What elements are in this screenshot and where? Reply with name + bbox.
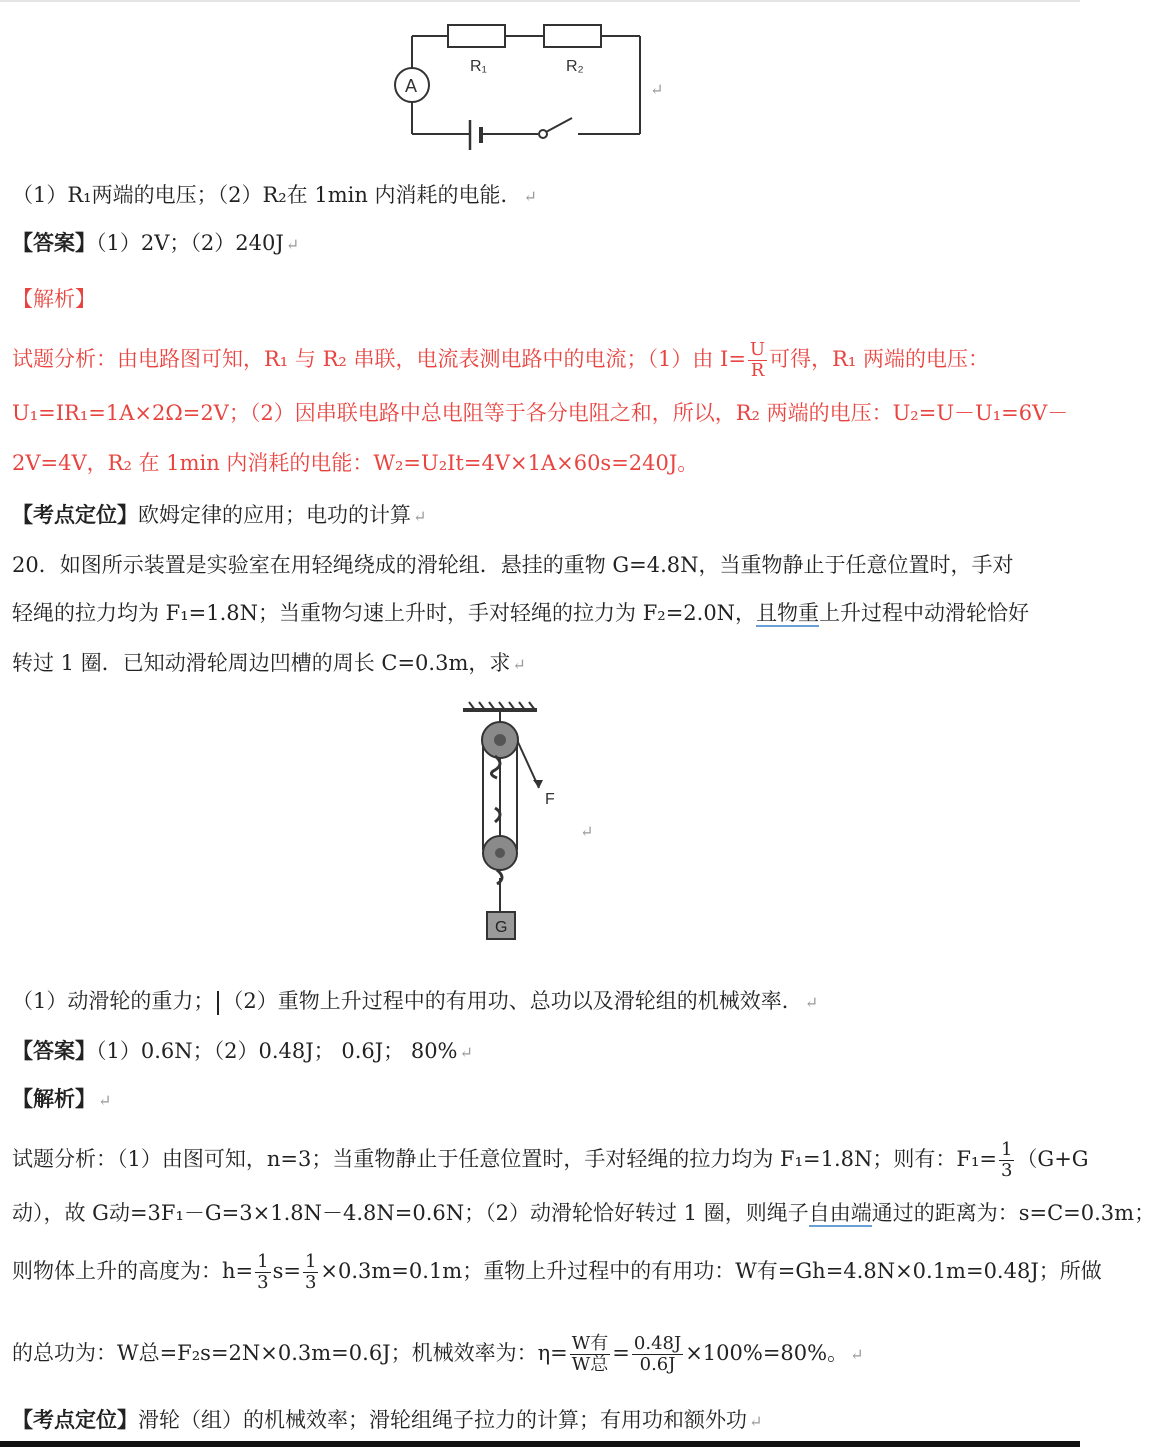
q19-answer: 【答案】（1）2V；（2）240J ↵ [12, 230, 300, 255]
q19-analysis-label: 【解析】 [12, 287, 96, 311]
r1-label: R₁ [470, 58, 487, 75]
q20-stem-line3: 转过 1 圈．已知动滑轮周边凹槽的周长 C=0.3m，求 ↵ [12, 651, 526, 675]
top-rule [0, 0, 1080, 2]
return-mark: ↵ [650, 80, 664, 99]
q20-analysis-line3: 则物体上升的高度为：h= $\frac{1}{3}$ s= $\frac{1}{3}$ ×0.3m=0.1m；重物上升过程中的有用功：W有=Gh=4.8N×0.1m=0.48J；所做 [12, 1251, 1102, 1293]
ammeter-label: A [405, 76, 418, 96]
resistor-r1 [448, 25, 505, 47]
q19-kaodian: 【考点定位】欧姆定律的应用；电功的计算 ↵ [12, 502, 427, 527]
q19-analysis-line2: U₁=IR₁=1A×2Ω=2V；（2）因串联电路中总电阻等于各分电阻之和，所以，R₂ 两端的电压：U₂=U－U₁=6V－ [12, 401, 1069, 425]
r2-label: R₂ [566, 58, 584, 75]
weight-label: G [495, 919, 508, 936]
q20-analysis-label: 【解析】 ↵ [12, 1086, 112, 1111]
q20-stem-line2: 轻绳的拉力均为 F₁=1.8N；当重物匀速上升时，手对轻绳的拉力为 F₂=2.0N，且物重上升过程中动滑轮恰好 [12, 601, 1030, 625]
circuit-diagram [388, 14, 678, 164]
resistor-r2 [544, 25, 601, 47]
q20-analysis-line2: 动），故 G动=3F₁－G=3×1.8N－4.8N=0.6N；（2）动滑轮恰好转过 1 圈，则绳子自由端通过的距离为：s=C=0.3m； [12, 1201, 1155, 1225]
q20-analysis-line4: 的总功为：W总=F₂s=2N×0.3m=0.6J；机械效率为：η= $\frac{\text{W有}}{\text{W总}}$ = $\frac{0.48J}{0.6J}$ ×100%=80%。 ↵ [12, 1333, 864, 1375]
force-label: F [545, 791, 555, 808]
q20-kaodian: 【考点定位】滑轮（组）的机械效率；滑轮组绳子拉力的计算；有用功和额外功 ↵ [12, 1407, 763, 1432]
q19-questions: （1）R₁两端的电压；（2）R₂在 1min 内消耗的电能． ↵ [12, 183, 537, 207]
q19-analysis-line1: 试题分析：由电路图可知，R₁ 与 R₂ 串联，电流表测电路中的电流；（1）由 I= $\frac{U}{R}$ 可得，R₁ 两端的电压： [12, 339, 989, 381]
q20-answer: 【答案】（1）0.6N；（2）0.48J； 0.6J； 80% ↵ [12, 1038, 473, 1063]
q20-questions: （1）动滑轮的重力； （2）重物上升过程中的有用功、总功以及滑轮组的机械效率． ↵ [12, 989, 819, 1013]
q19-analysis-line3: 2V=4V，R₂ 在 1min 内消耗的电能：W₂=U₂It=4V×1A×60s=240J。 [12, 451, 699, 475]
return-mark: ↵ [580, 822, 594, 841]
pulley-diagram [455, 700, 575, 945]
q20-stem-line1: 20．如图所示装置是实验室在用轻绳绕成的滑轮组．悬挂的重物 G=4.8N，当重物静止于任意位置时，手对 [12, 553, 1014, 577]
bottom-rule [0, 1441, 1080, 1447]
q20-analysis-line1: 试题分析：（1）由图可知，n=3；当重物静止于任意位置时，手对轻绳的拉力均为 F₁=1.8N；则有：F₁= $\frac{1}{3}$ （G+G [12, 1139, 1089, 1181]
text-cursor [217, 991, 219, 1015]
